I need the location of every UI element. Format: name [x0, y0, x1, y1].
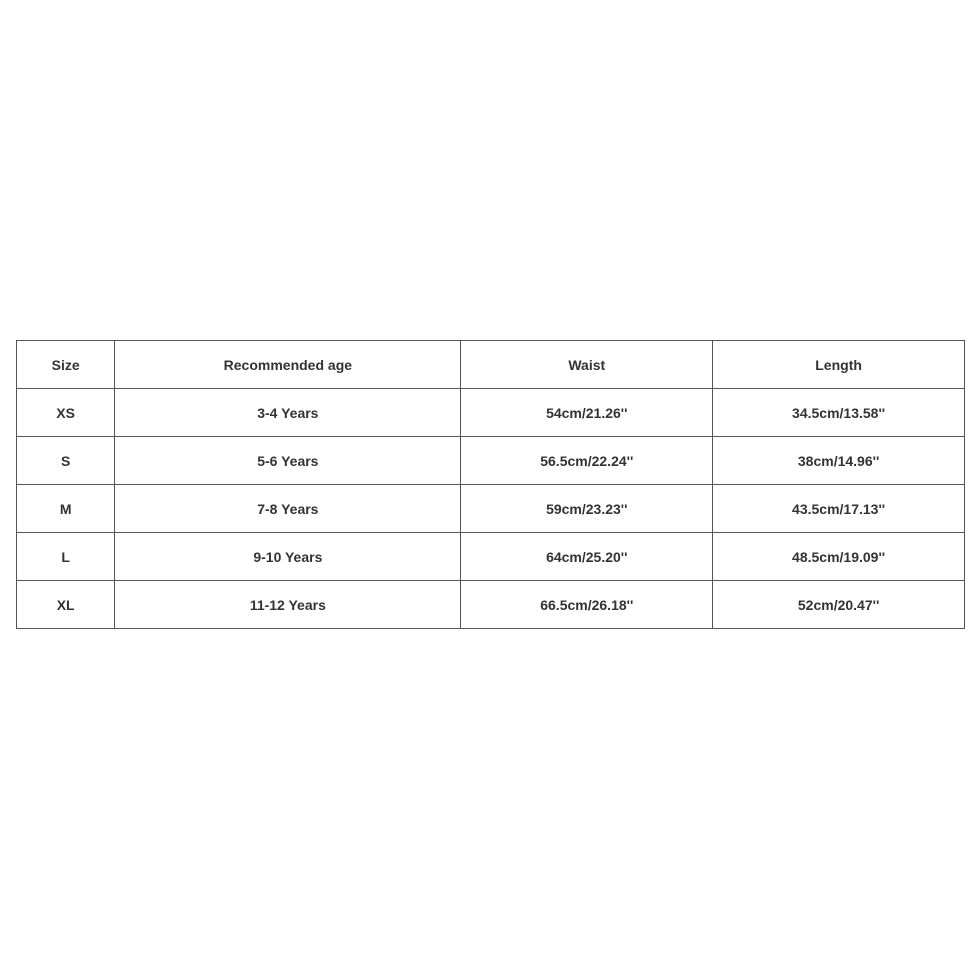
cell-waist: 59cm/23.23'': [461, 485, 713, 533]
header-recommended-age: Recommended age: [115, 341, 461, 389]
size-chart-table: [16, 340, 965, 629]
cell-recommended-age: 9-10 Years: [115, 533, 461, 581]
cell-length: 43.5cm/17.13'': [713, 485, 965, 533]
cell-waist: 66.5cm/26.18'': [461, 581, 713, 629]
cell-recommended-age: 11-12 Years: [115, 581, 461, 629]
cell-length: 38cm/14.96'': [713, 437, 965, 485]
table-header-row: [17, 341, 965, 389]
table-row: [17, 485, 965, 533]
cell-size: L: [17, 533, 115, 581]
cell-length: 34.5cm/13.58'': [713, 389, 965, 437]
cell-recommended-age: 5-6 Years: [115, 437, 461, 485]
header-waist: Waist: [461, 341, 713, 389]
cell-length: 52cm/20.47'': [713, 581, 965, 629]
cell-waist: 54cm/21.26'': [461, 389, 713, 437]
table-row: [17, 581, 965, 629]
cell-waist: 64cm/25.20'': [461, 533, 713, 581]
cell-recommended-age: 7-8 Years: [115, 485, 461, 533]
cell-recommended-age: 3-4 Years: [115, 389, 461, 437]
header-length: Length: [713, 341, 965, 389]
cell-size: XL: [17, 581, 115, 629]
cell-size: S: [17, 437, 115, 485]
table-row: [17, 533, 965, 581]
cell-size: M: [17, 485, 115, 533]
header-size: Size: [17, 341, 115, 389]
cell-size: XS: [17, 389, 115, 437]
cell-waist: 56.5cm/22.24'': [461, 437, 713, 485]
cell-length: 48.5cm/19.09'': [713, 533, 965, 581]
table-row: [17, 437, 965, 485]
table-row: [17, 389, 965, 437]
